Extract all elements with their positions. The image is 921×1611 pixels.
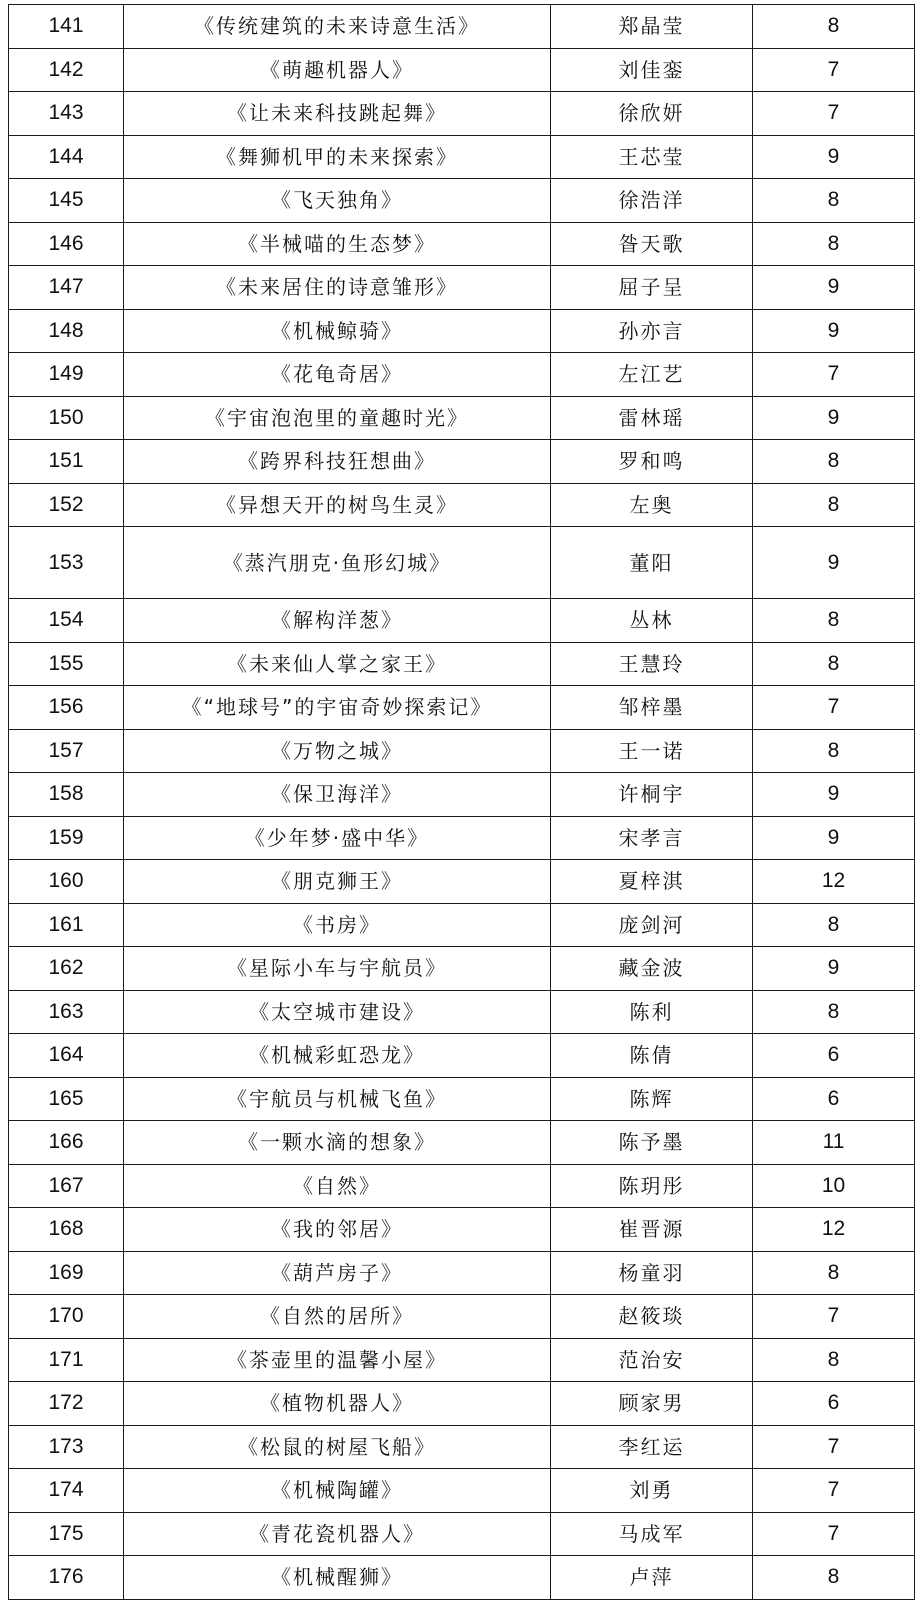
entry-count: 8: [753, 642, 915, 686]
entry-author: 王一诺: [551, 729, 753, 773]
entry-title: 《飞天独角》: [124, 179, 551, 223]
entry-number: 165: [9, 1077, 124, 1121]
entry-author: 陈辉: [551, 1077, 753, 1121]
entry-author: 刘勇: [551, 1469, 753, 1513]
entry-title: 《机械陶罐》: [124, 1469, 551, 1513]
entry-author: 丛林: [551, 599, 753, 643]
entry-count: 8: [753, 1556, 915, 1600]
entry-author: 杨童羽: [551, 1251, 753, 1295]
entry-count: 9: [753, 266, 915, 310]
entry-number: 173: [9, 1425, 124, 1469]
table-row: [9, 729, 915, 773]
entry-title: 《太空城市建设》: [124, 990, 551, 1034]
entry-author: 庞剑河: [551, 903, 753, 947]
entry-number: 169: [9, 1251, 124, 1295]
table-row: [9, 1164, 915, 1208]
entry-number: 159: [9, 816, 124, 860]
entry-number: 143: [9, 92, 124, 136]
entry-title: 《传统建筑的未来诗意生活》: [124, 5, 551, 49]
entry-author: 徐欣妍: [551, 92, 753, 136]
table-row: [9, 309, 915, 353]
entry-count: 9: [753, 816, 915, 860]
table-row: [9, 686, 915, 730]
entry-title: 《书房》: [124, 903, 551, 947]
table-row: [9, 903, 915, 947]
table-row: [9, 135, 915, 179]
entry-author: 王慧玲: [551, 642, 753, 686]
entry-author: 夏梓淇: [551, 860, 753, 904]
entry-title: 《宇航员与机械飞鱼》: [124, 1077, 551, 1121]
entry-author: 屈子呈: [551, 266, 753, 310]
entry-count: 8: [753, 1338, 915, 1382]
entry-author: 陈予墨: [551, 1121, 753, 1165]
table-row: [9, 1382, 915, 1426]
entry-number: 150: [9, 396, 124, 440]
entry-title: 《蒸汽朋克·鱼形幻城》: [124, 527, 551, 599]
entry-author: 董阳: [551, 527, 753, 599]
table-row: [9, 48, 915, 92]
entry-title: 《自然》: [124, 1164, 551, 1208]
entries-table: [8, 4, 915, 1600]
entry-author: 王芯莹: [551, 135, 753, 179]
entry-author: 左奥: [551, 483, 753, 527]
entry-author: 顾家男: [551, 1382, 753, 1426]
table-row: [9, 773, 915, 817]
entry-number: 170: [9, 1295, 124, 1339]
entry-number: 171: [9, 1338, 124, 1382]
entry-number: 154: [9, 599, 124, 643]
entry-count: 7: [753, 1295, 915, 1339]
table-row: [9, 1556, 915, 1600]
entry-number: 164: [9, 1034, 124, 1078]
entry-title: 《自然的居所》: [124, 1295, 551, 1339]
entry-number: 176: [9, 1556, 124, 1600]
entry-title: 《异想天开的树鸟生灵》: [124, 483, 551, 527]
entry-count: 7: [753, 1425, 915, 1469]
table-row: [9, 483, 915, 527]
entry-count: 9: [753, 396, 915, 440]
entry-number: 146: [9, 222, 124, 266]
entry-count: 12: [753, 860, 915, 904]
entry-author: 郑晶莹: [551, 5, 753, 49]
entry-count: 7: [753, 1512, 915, 1556]
entry-author: 崔晋源: [551, 1208, 753, 1252]
entry-number: 148: [9, 309, 124, 353]
table-row: [9, 353, 915, 397]
entry-count: 7: [753, 686, 915, 730]
table-row: [9, 1295, 915, 1339]
entry-title: 《机械鲸骑》: [124, 309, 551, 353]
entry-number: 175: [9, 1512, 124, 1556]
entry-number: 152: [9, 483, 124, 527]
table-row: [9, 179, 915, 223]
entry-count: 8: [753, 599, 915, 643]
entry-author: 昝天歌: [551, 222, 753, 266]
entry-number: 144: [9, 135, 124, 179]
entry-author: 许桐宇: [551, 773, 753, 817]
table-row: [9, 1469, 915, 1513]
table-row: [9, 816, 915, 860]
entry-number: 157: [9, 729, 124, 773]
entries-table-body: [9, 5, 915, 1600]
table-row: [9, 5, 915, 49]
entry-number: 147: [9, 266, 124, 310]
entry-count: 12: [753, 1208, 915, 1252]
entry-count: 11: [753, 1121, 915, 1165]
table-row: [9, 1512, 915, 1556]
table-row: [9, 1121, 915, 1165]
entry-title: 《未来居住的诗意雏形》: [124, 266, 551, 310]
entry-number: 158: [9, 773, 124, 817]
entry-count: 8: [753, 990, 915, 1034]
table-row: [9, 396, 915, 440]
entry-number: 155: [9, 642, 124, 686]
entry-count: 9: [753, 309, 915, 353]
table-row: [9, 1251, 915, 1295]
entry-author: 李红运: [551, 1425, 753, 1469]
entry-number: 161: [9, 903, 124, 947]
entry-author: 范治安: [551, 1338, 753, 1382]
entry-author: 孙亦言: [551, 309, 753, 353]
entry-author: 左江艺: [551, 353, 753, 397]
entry-title: 《解构洋葱》: [124, 599, 551, 643]
entry-author: 邹梓墨: [551, 686, 753, 730]
entry-author: 陈玥彤: [551, 1164, 753, 1208]
table-row: [9, 990, 915, 1034]
entry-count: 8: [753, 5, 915, 49]
entry-title: 《花龟奇居》: [124, 353, 551, 397]
table-row: [9, 1077, 915, 1121]
entry-title: 《舞狮机甲的未来探索》: [124, 135, 551, 179]
entry-title: 《未来仙人掌之家王》: [124, 642, 551, 686]
table-row: [9, 527, 915, 599]
entry-count: 6: [753, 1077, 915, 1121]
entry-number: 149: [9, 353, 124, 397]
entry-number: 172: [9, 1382, 124, 1426]
entry-title: 《“地球号”的宇宙奇妙探索记》: [124, 686, 551, 730]
entry-title: 《一颗水滴的想象》: [124, 1121, 551, 1165]
entry-title: 《保卫海洋》: [124, 773, 551, 817]
table-row: [9, 1034, 915, 1078]
table-row: [9, 92, 915, 136]
entry-count: 9: [753, 773, 915, 817]
entry-author: 藏金波: [551, 947, 753, 991]
entry-title: 《松鼠的树屋飞船》: [124, 1425, 551, 1469]
entry-title: 《茶壶里的温馨小屋》: [124, 1338, 551, 1382]
entry-number: 142: [9, 48, 124, 92]
entry-number: 160: [9, 860, 124, 904]
entry-number: 174: [9, 1469, 124, 1513]
entry-author: 陈利: [551, 990, 753, 1034]
entry-number: 166: [9, 1121, 124, 1165]
table-row: [9, 599, 915, 643]
entry-title: 《我的邻居》: [124, 1208, 551, 1252]
entry-title: 《万物之城》: [124, 729, 551, 773]
entry-count: 6: [753, 1382, 915, 1426]
entry-number: 167: [9, 1164, 124, 1208]
entry-count: 8: [753, 729, 915, 773]
table-row: [9, 1208, 915, 1252]
entry-count: 8: [753, 903, 915, 947]
entry-title: 《半械喵的生态梦》: [124, 222, 551, 266]
entry-title: 《植物机器人》: [124, 1382, 551, 1426]
entry-count: 8: [753, 222, 915, 266]
table-row: [9, 440, 915, 484]
entry-author: 陈倩: [551, 1034, 753, 1078]
entry-title: 《机械醒狮》: [124, 1556, 551, 1600]
entry-author: 赵筱琰: [551, 1295, 753, 1339]
entry-author: 雷林瑶: [551, 396, 753, 440]
entry-title: 《让未来科技跳起舞》: [124, 92, 551, 136]
entry-title: 《机械彩虹恐龙》: [124, 1034, 551, 1078]
entry-title: 《萌趣机器人》: [124, 48, 551, 92]
table-row: [9, 266, 915, 310]
entry-number: 168: [9, 1208, 124, 1252]
entry-title: 《葫芦房子》: [124, 1251, 551, 1295]
entry-count: 10: [753, 1164, 915, 1208]
entry-title: 《朋克狮王》: [124, 860, 551, 904]
table-row: [9, 642, 915, 686]
entry-title: 《宇宙泡泡里的童趣时光》: [124, 396, 551, 440]
entry-number: 145: [9, 179, 124, 223]
entry-number: 141: [9, 5, 124, 49]
entry-count: 7: [753, 48, 915, 92]
entry-author: 卢萍: [551, 1556, 753, 1600]
table-row: [9, 1425, 915, 1469]
entry-number: 156: [9, 686, 124, 730]
entry-count: 6: [753, 1034, 915, 1078]
entry-number: 151: [9, 440, 124, 484]
entry-author: 马成军: [551, 1512, 753, 1556]
entry-count: 8: [753, 179, 915, 223]
entry-title: 《青花瓷机器人》: [124, 1512, 551, 1556]
entry-title: 《星际小车与宇航员》: [124, 947, 551, 991]
entry-count: 9: [753, 135, 915, 179]
entry-count: 8: [753, 483, 915, 527]
entry-count: 9: [753, 527, 915, 599]
table-row: [9, 947, 915, 991]
table-row: [9, 860, 915, 904]
entry-author: 刘佳銮: [551, 48, 753, 92]
entry-author: 罗和鸣: [551, 440, 753, 484]
entry-number: 162: [9, 947, 124, 991]
entry-number: 153: [9, 527, 124, 599]
table-row: [9, 1338, 915, 1382]
entry-author: 徐浩洋: [551, 179, 753, 223]
entry-count: 9: [753, 947, 915, 991]
entry-count: 8: [753, 440, 915, 484]
table-row: [9, 222, 915, 266]
entry-author: 宋孝言: [551, 816, 753, 860]
entry-title: 《跨界科技狂想曲》: [124, 440, 551, 484]
entry-count: 7: [753, 92, 915, 136]
entry-title: 《少年梦·盛中华》: [124, 816, 551, 860]
entry-count: 7: [753, 353, 915, 397]
entry-number: 163: [9, 990, 124, 1034]
entry-count: 7: [753, 1469, 915, 1513]
entry-count: 8: [753, 1251, 915, 1295]
